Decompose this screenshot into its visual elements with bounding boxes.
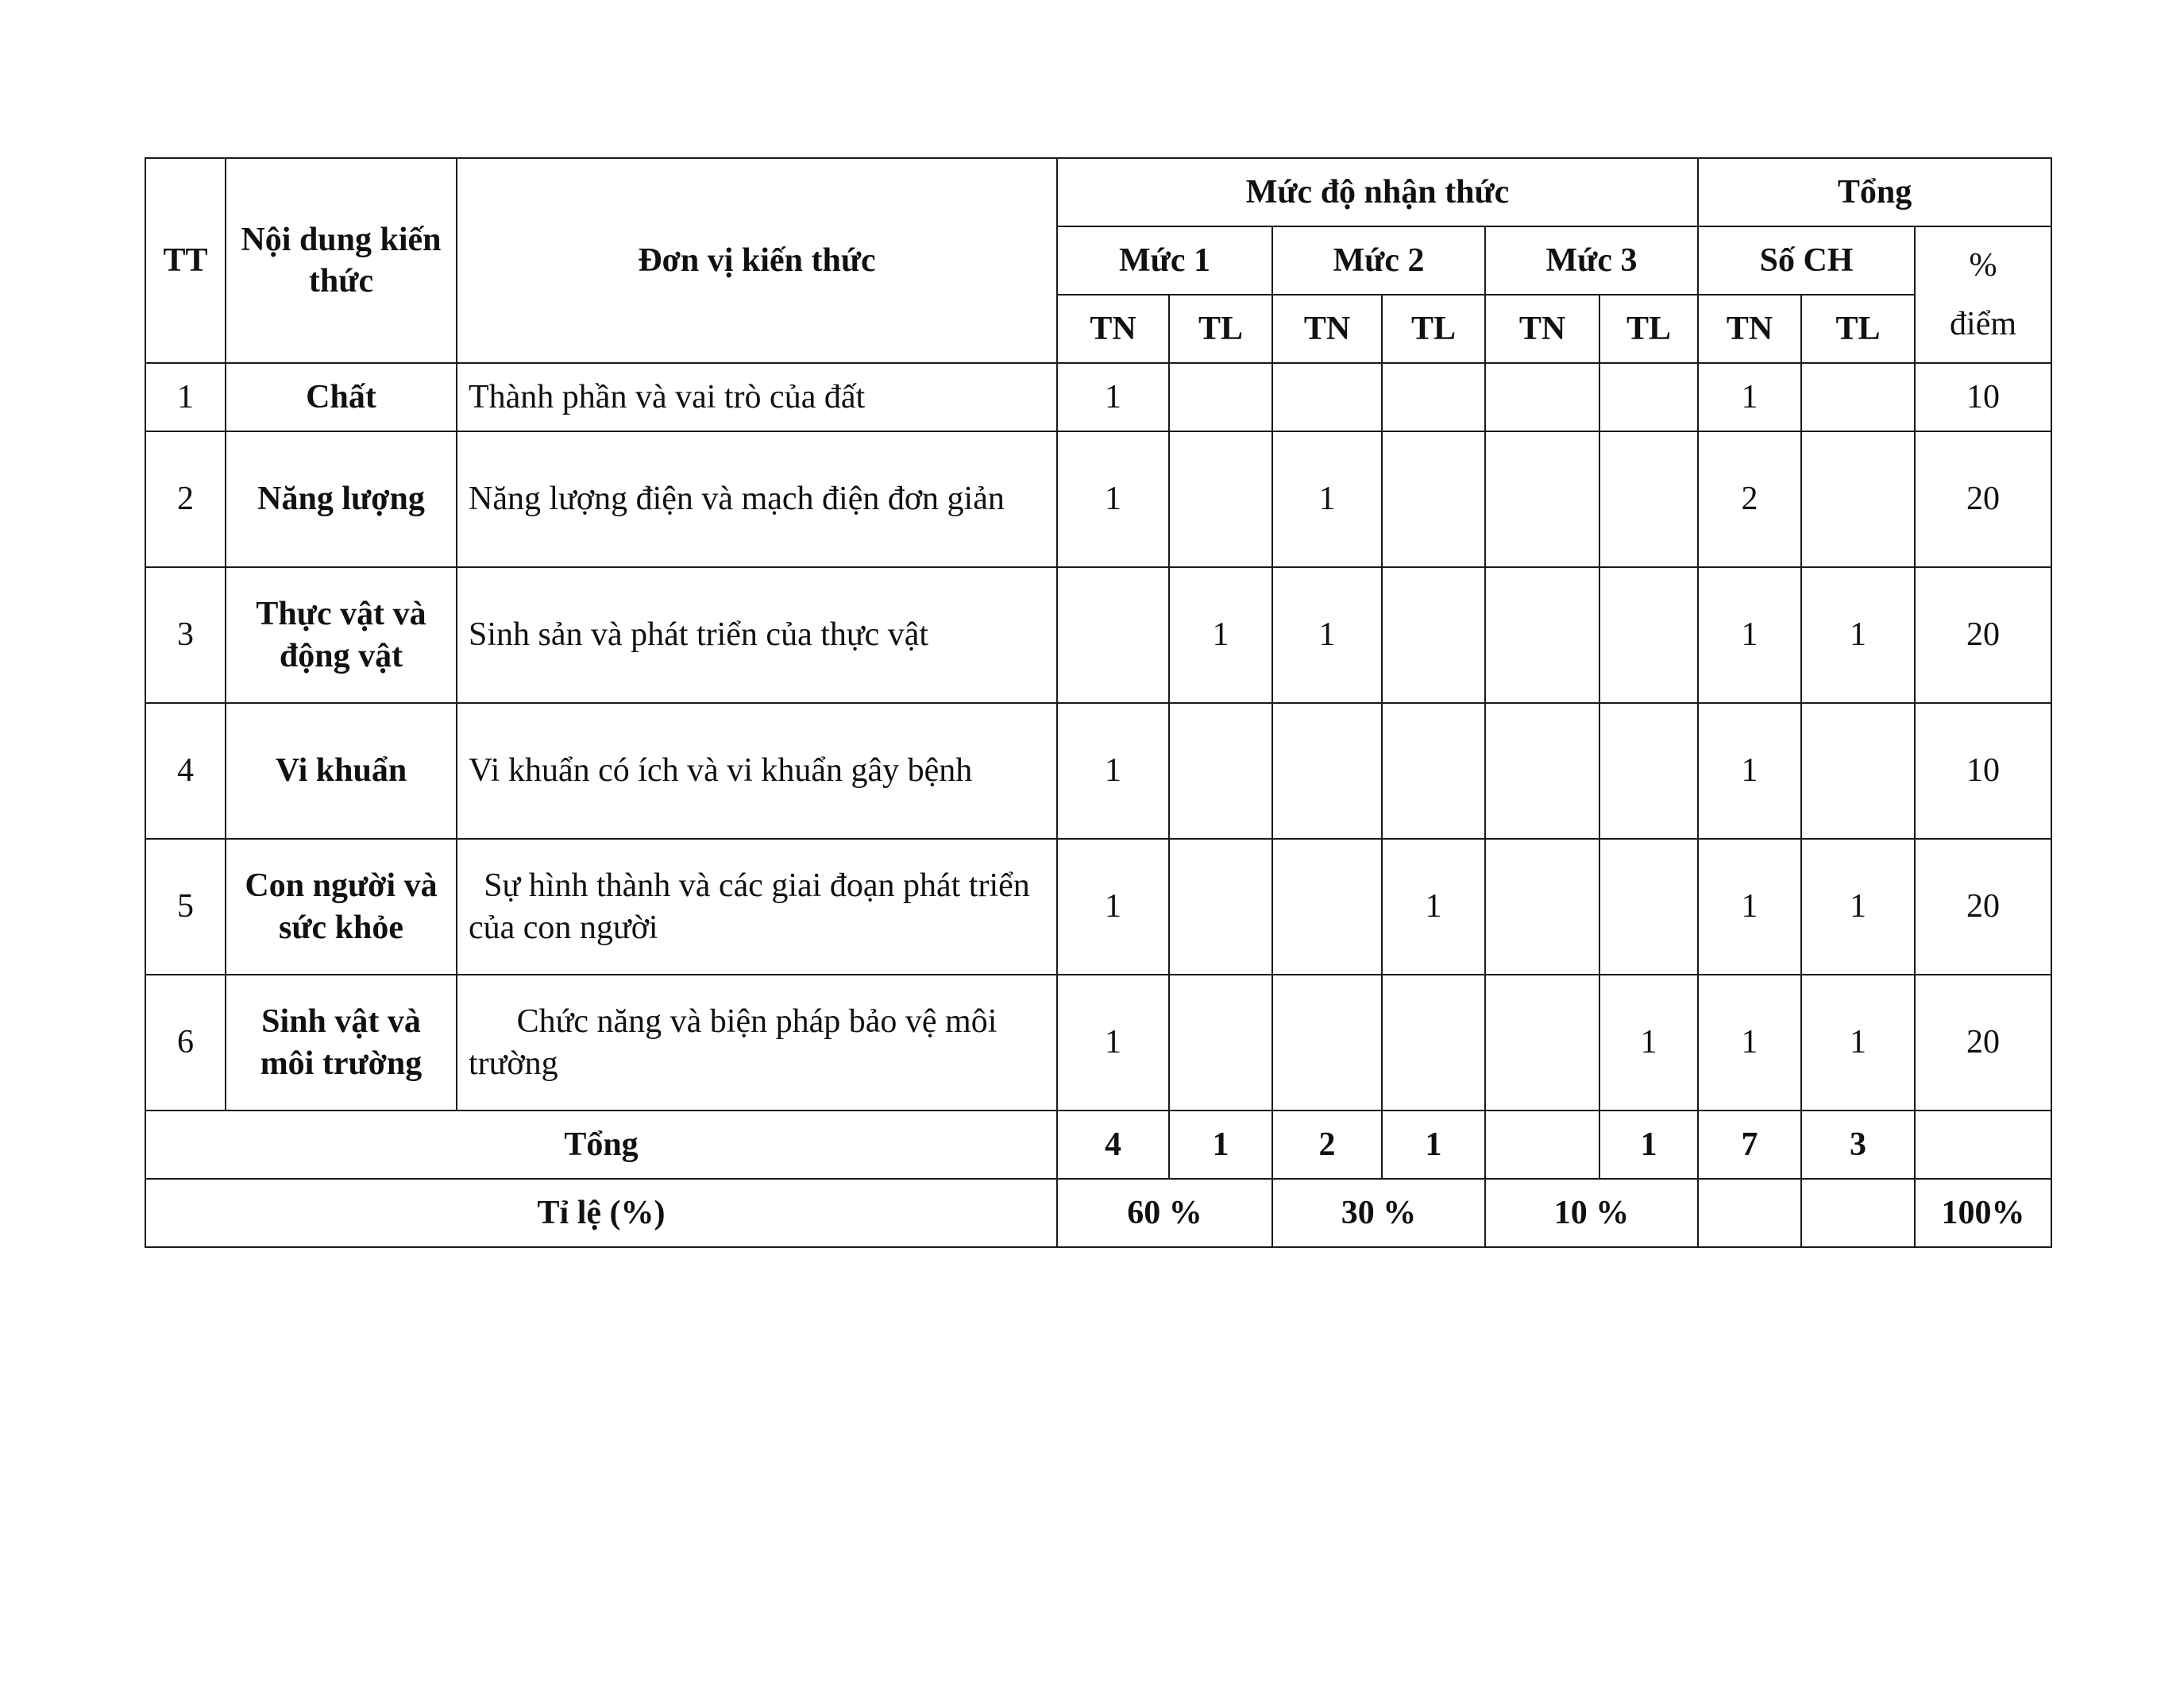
- table-row: [145, 363, 2051, 431]
- row-ch-tn: 1: [1698, 839, 1801, 975]
- row-unit: Sinh sản và phát triển của thực vật: [457, 567, 1057, 703]
- row-tt: 5: [145, 839, 226, 975]
- header-m3-tn: TN: [1485, 295, 1599, 363]
- header-m1-tn: TN: [1057, 295, 1169, 363]
- header-ch-tl: TL: [1801, 295, 1915, 363]
- totals-m3-tn: [1485, 1111, 1599, 1179]
- table-row: [145, 703, 2051, 839]
- ratio-percent: 100%: [1915, 1179, 2051, 1247]
- row-topic: Vi khuẩn: [226, 703, 457, 839]
- row-m3-tl: 1: [1599, 975, 1698, 1111]
- row-m2-tn: 1: [1272, 567, 1382, 703]
- row-m2-tl: [1382, 363, 1485, 431]
- row-tt: 4: [145, 703, 226, 839]
- row-m2-tl: [1382, 703, 1485, 839]
- header-total-group: Tổng: [1698, 158, 2051, 226]
- ratio-ch-tn: [1698, 1179, 1801, 1247]
- knowledge-matrix-table: [145, 157, 2052, 1248]
- header-m2-tn: TN: [1272, 295, 1382, 363]
- table-row: [145, 431, 2051, 567]
- row-m2-tn: [1272, 363, 1382, 431]
- row-m2-tl: [1382, 567, 1485, 703]
- totals-m3-tl: 1: [1599, 1111, 1698, 1179]
- ratio-ch-tl: [1801, 1179, 1915, 1247]
- header-percent-symbol: %: [1969, 246, 1997, 284]
- row-m3-tl: [1599, 839, 1698, 975]
- row-m3-tn: [1485, 703, 1599, 839]
- row-topic: Con người và sức khỏe: [226, 839, 457, 975]
- row-m1-tl: [1169, 363, 1272, 431]
- row-m1-tn: 1: [1057, 431, 1169, 567]
- table-row: [145, 567, 2051, 703]
- header-m2-tl: TL: [1382, 295, 1485, 363]
- row-ch-tl: [1801, 363, 1915, 431]
- row-topic: Năng lượng: [226, 431, 457, 567]
- row-m2-tl: 1: [1382, 839, 1485, 975]
- row-m1-tl: [1169, 839, 1272, 975]
- header-question-count: Số CH: [1698, 226, 1915, 295]
- row-ch-tl: 1: [1801, 567, 1915, 703]
- totals-ch-tn: 7: [1698, 1111, 1801, 1179]
- row-m2-tn: 1: [1272, 431, 1382, 567]
- row-m1-tl: 1: [1169, 567, 1272, 703]
- totals-m1-tn: 4: [1057, 1111, 1169, 1179]
- row-unit: Sự hình thành và các giai đoạn phát triển của con người: [457, 839, 1057, 975]
- row-percent: 20: [1915, 567, 2051, 703]
- row-m2-tn: [1272, 839, 1382, 975]
- row-ch-tn: 2: [1698, 431, 1801, 567]
- row-tt: 1: [145, 363, 226, 431]
- row-percent: 20: [1915, 839, 2051, 975]
- header-ch-tn: TN: [1698, 295, 1801, 363]
- row-m3-tn: [1485, 567, 1599, 703]
- totals-m2-tl: 1: [1382, 1111, 1485, 1179]
- header-level-3: Mức 3: [1485, 226, 1698, 295]
- ratio-level-2: 30 %: [1272, 1179, 1485, 1247]
- row-topic: Sinh vật và môi trường: [226, 975, 457, 1111]
- row-m3-tn: [1485, 363, 1599, 431]
- header-m3-tl: TL: [1599, 295, 1698, 363]
- row-m3-tl: [1599, 703, 1698, 839]
- row-tt: 2: [145, 431, 226, 567]
- row-m1-tn: 1: [1057, 363, 1169, 431]
- totals-row: [145, 1111, 2051, 1179]
- row-unit: Năng lượng điện và mạch điện đơn giản: [457, 431, 1057, 567]
- row-percent: 20: [1915, 431, 2051, 567]
- header-level-1: Mức 1: [1057, 226, 1272, 295]
- row-m3-tn: [1485, 431, 1599, 567]
- row-m1-tn: [1057, 567, 1169, 703]
- row-m2-tn: [1272, 975, 1382, 1111]
- row-m3-tl: [1599, 567, 1698, 703]
- row-m2-tn: [1272, 703, 1382, 839]
- row-unit: Vi khuẩn có ích và vi khuẩn gây bệnh: [457, 703, 1057, 839]
- row-ch-tl: [1801, 703, 1915, 839]
- header-m1-tl: TL: [1169, 295, 1272, 363]
- row-tt: 6: [145, 975, 226, 1111]
- totals-m1-tl: 1: [1169, 1111, 1272, 1179]
- row-m3-tn: [1485, 839, 1599, 975]
- header-tt: TT: [145, 158, 226, 363]
- row-ch-tl: 1: [1801, 839, 1915, 975]
- totals-label: Tổng: [145, 1111, 1057, 1179]
- row-percent: 20: [1915, 975, 2051, 1111]
- ratio-level-3: 10 %: [1485, 1179, 1698, 1247]
- row-topic: Thực vật và động vật: [226, 567, 457, 703]
- row-tt: 3: [145, 567, 226, 703]
- header-row-1: [145, 158, 2051, 226]
- header-content: Nội dung kiến thức: [226, 158, 457, 363]
- row-m1-tl: [1169, 431, 1272, 567]
- row-m3-tl: [1599, 363, 1698, 431]
- row-ch-tn: 1: [1698, 363, 1801, 431]
- row-topic: Chất: [226, 363, 457, 431]
- row-ch-tn: 1: [1698, 703, 1801, 839]
- row-m1-tn: 1: [1057, 703, 1169, 839]
- totals-ch-tl: 3: [1801, 1111, 1915, 1179]
- row-percent: 10: [1915, 363, 2051, 431]
- table-row: [145, 975, 2051, 1111]
- totals-m2-tn: 2: [1272, 1111, 1382, 1179]
- row-ch-tn: 1: [1698, 567, 1801, 703]
- row-ch-tl: 1: [1801, 975, 1915, 1111]
- row-m2-tl: [1382, 431, 1485, 567]
- row-percent: 10: [1915, 703, 2051, 839]
- row-unit: Chức năng và biện pháp bảo vệ môi trường: [457, 975, 1057, 1111]
- header-level-2: Mức 2: [1272, 226, 1485, 295]
- row-ch-tl: [1801, 431, 1915, 567]
- header-level-group: Mức độ nhận thức: [1057, 158, 1698, 226]
- row-ch-tn: 1: [1698, 975, 1801, 1111]
- row-m3-tl: [1599, 431, 1698, 567]
- row-m1-tn: 1: [1057, 839, 1169, 975]
- row-m3-tn: [1485, 975, 1599, 1111]
- totals-percent: [1915, 1111, 2051, 1179]
- row-m1-tl: [1169, 975, 1272, 1111]
- header-percent: [1915, 226, 2051, 363]
- row-m1-tn: 1: [1057, 975, 1169, 1111]
- table-row: [145, 839, 2051, 975]
- row-unit: Thành phần và vai trò của đất: [457, 363, 1057, 431]
- ratio-label: Tỉ lệ (%): [145, 1179, 1057, 1247]
- header-unit: Đơn vị kiến thức: [457, 158, 1057, 363]
- ratio-level-1: 60 %: [1057, 1179, 1272, 1247]
- row-m1-tl: [1169, 703, 1272, 839]
- row-m2-tl: [1382, 975, 1485, 1111]
- ratio-row: [145, 1179, 2051, 1247]
- header-percent-label: điểm: [1950, 306, 2017, 342]
